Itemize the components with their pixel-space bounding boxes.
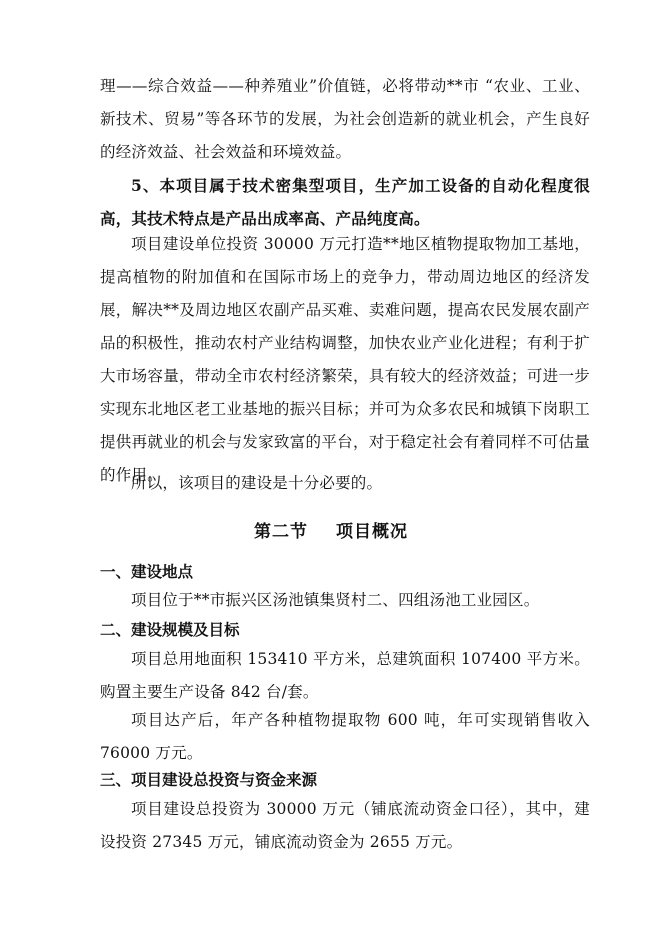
subsection-1-body: 项目位于**市振兴区汤池镇集贤村二、四组汤池工业园区。 <box>131 591 540 609</box>
point-5-paragraph: 5、本项目属于技术密集型项目，生产加工设备的自动化程度很高，其技术特点是产品出成率高、产品纯度高。 <box>100 176 590 228</box>
subsection-3-body: 项目建设总投资为 30000 万元（铺底流动资金口径），其中，建设投资 27345 万元，铺底流动资金为 2655 万元。 <box>100 800 590 851</box>
investment-paragraph: 项目建设单位投资 30000 万元打造**地区植物提取物加工基地，提高植物的附加值和在国际市场上的竞争力，带动周边地区的经济发展，解决**及周边地区农副产品买难、卖难问题，提高农民发展农副产品的积极性，推动农村产业结构调整，加快农业产业化进程；有利于扩大市场容量，带动全市农村经济繁荣，具有较大的经济效益；可进一步实现东北地区老工业基地的振兴目标；并可为众多农民和城镇下岗职工提供再就业的机会与发家致富的平台，对于稳定社会有着同样不可估量的作用。 <box>100 235 590 484</box>
subsection-2-heading: 二、建设规模及目标 <box>100 620 240 639</box>
section-heading <box>0 515 662 549</box>
conclusion-paragraph: 所以，该项目的建设是十分必要的。 <box>131 474 383 492</box>
intro-paragraph: 理——综合效益——种养殖业”价值链，必将带动**市 “农业、工业、新技术、贸易”等各环节的发展，为社会创造新的就业机会，产生良好的经济效益、社会效益和环境效益。 <box>100 77 590 161</box>
subsection-2-body-2: 项目达产后，年产各种植物提取物 600 吨，年可实现销售收入 76000 万元。 <box>100 711 590 762</box>
subsection-3-heading: 三、项目建设总投资与资金来源 <box>100 770 318 789</box>
subsection-2-body-1: 项目总用地面积 153410 平方米，总建筑面积 107400 平方米。购置主要生产设备 842 台/套。 <box>100 650 590 701</box>
section-title: 项目概况 <box>336 522 408 542</box>
subsection-1-heading: 一、建设地点 <box>100 562 194 581</box>
section-number: 第二节 <box>254 522 308 542</box>
